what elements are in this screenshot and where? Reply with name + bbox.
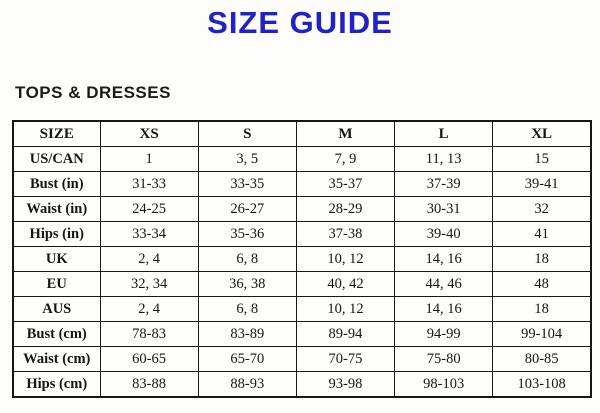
table-row — [13, 372, 591, 398]
row-label: Bust (cm) — [13, 322, 100, 347]
table-cell: 36, 38 — [198, 272, 296, 297]
table-row — [13, 272, 591, 297]
table-row — [13, 147, 591, 172]
table-cell: 33-35 — [198, 172, 296, 197]
header-row — [13, 121, 591, 147]
table-row — [13, 247, 591, 272]
row-label: Hips (in) — [13, 222, 100, 247]
table-cell: 18 — [493, 297, 591, 322]
table-cell: 93-98 — [296, 372, 394, 398]
table-cell: 44, 46 — [395, 272, 493, 297]
size-table-header — [13, 121, 591, 147]
table-cell: 35-36 — [198, 222, 296, 247]
row-label: Hips (cm) — [13, 372, 100, 398]
size-guide-table — [12, 120, 592, 398]
table-cell: 48 — [493, 272, 591, 297]
table-cell: 30-31 — [395, 197, 493, 222]
column-header: XL — [493, 121, 591, 147]
table-row — [13, 172, 591, 197]
size-table-body — [13, 147, 591, 398]
table-cell: 89-94 — [296, 322, 394, 347]
table-row — [13, 197, 591, 222]
table-cell: 98-103 — [395, 372, 493, 398]
row-label: US/CAN — [13, 147, 100, 172]
table-cell: 24-25 — [100, 197, 198, 222]
table-cell: 14, 16 — [395, 297, 493, 322]
table-cell: 11, 13 — [395, 147, 493, 172]
table-cell: 37-38 — [296, 222, 394, 247]
table-row — [13, 347, 591, 372]
table-cell: 32, 34 — [100, 272, 198, 297]
table-cell: 39-41 — [493, 172, 591, 197]
row-label: EU — [13, 272, 100, 297]
table-cell: 65-70 — [198, 347, 296, 372]
table-cell: 2, 4 — [100, 247, 198, 272]
table-cell: 40, 42 — [296, 272, 394, 297]
table-cell: 33-34 — [100, 222, 198, 247]
table-cell: 103-108 — [493, 372, 591, 398]
column-header: M — [296, 121, 394, 147]
column-header: S — [198, 121, 296, 147]
row-label: AUS — [13, 297, 100, 322]
table-cell: 7, 9 — [296, 147, 394, 172]
row-label: Waist (in) — [13, 197, 100, 222]
column-header: XS — [100, 121, 198, 147]
table-row — [13, 222, 591, 247]
table-cell: 83-89 — [198, 322, 296, 347]
table-cell: 83-88 — [100, 372, 198, 398]
table-cell: 10, 12 — [296, 297, 394, 322]
section-heading: TOPS & DRESSES — [15, 83, 171, 102]
table-cell: 2, 4 — [100, 297, 198, 322]
table-cell: 3, 5 — [198, 147, 296, 172]
table-cell: 99-104 — [493, 322, 591, 347]
table-cell: 14, 16 — [395, 247, 493, 272]
row-label: Waist (cm) — [13, 347, 100, 372]
table-cell: 60-65 — [100, 347, 198, 372]
table-cell: 28-29 — [296, 197, 394, 222]
table-cell: 15 — [493, 147, 591, 172]
row-label: Bust (in) — [13, 172, 100, 197]
table-cell: 6, 8 — [198, 297, 296, 322]
row-label: UK — [13, 247, 100, 272]
table-cell: 35-37 — [296, 172, 394, 197]
table-cell: 6, 8 — [198, 247, 296, 272]
table-cell: 41 — [493, 222, 591, 247]
table-cell: 70-75 — [296, 347, 394, 372]
table-cell: 1 — [100, 147, 198, 172]
table-row — [13, 322, 591, 347]
table-cell: 18 — [493, 247, 591, 272]
table-cell: 78-83 — [100, 322, 198, 347]
table-row — [13, 297, 591, 322]
table-cell: 32 — [493, 197, 591, 222]
column-header: L — [395, 121, 493, 147]
table-cell: 88-93 — [198, 372, 296, 398]
page-title: SIZE GUIDE — [207, 5, 393, 40]
table-cell: 75-80 — [395, 347, 493, 372]
table-cell: 10, 12 — [296, 247, 394, 272]
table-cell: 31-33 — [100, 172, 198, 197]
table-cell: 39-40 — [395, 222, 493, 247]
table-cell: 26-27 — [198, 197, 296, 222]
table-cell: 37-39 — [395, 172, 493, 197]
table-cell: 80-85 — [493, 347, 591, 372]
column-header: SIZE — [13, 121, 100, 147]
table-cell: 94-99 — [395, 322, 493, 347]
